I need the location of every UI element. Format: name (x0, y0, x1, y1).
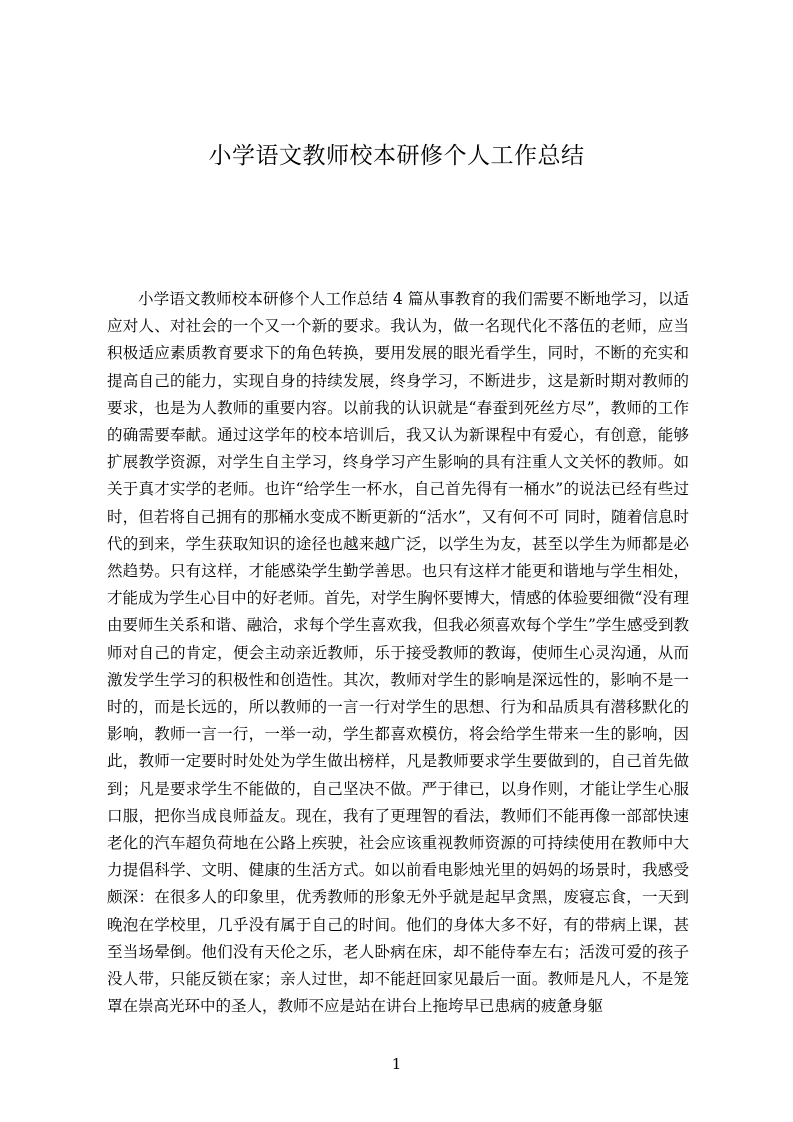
page-number: 1 (391, 1055, 402, 1073)
body-paragraph: 小学语文教师校本研修个人工作总结 4 篇从事教育的我们需要不断地学习，以适应对人、对社会的一个又一个新的要求。我认为，做一名现代化不落伍的老师，应当积极适应素质教育要求下的角色转换，要用发展的眼光看学生，同时，不断的充实和提高自己的能力，实现自身的持续发展，终身学习，不断进步，这是新时期对教师的要求，也是为人教师的重要内容。以前我的认识就是“春蚕到死丝方尽”，教师的工作的确需要奉献。通过这学年的校本培训后，我又认为新课程中有爱心，有创意，能够扩展教学资源，对学生自主学习，终身学习产生影响的具有注重人文关怀的教师。如关于真才实学的老师。也许“给学生一杯水，自己首先得有一桶水”的说法已经有些过时，但若将自己拥有的那桶水变成不断更新的“活水”，又有何不可 同时，随着信息时代的到来，学生获取知识的途径也越来越广泛，以学生为友，甚至以学生为师都是必然趋势。只有这样，才能感染学生勤学善思。也只有这样才能更和谐地与学生相处，才能成为学生心目中的好老师。首先，对学生胸怀要博大，情感的体验要细微“没有理由要师生关系和谐、融洽，求每个学生喜欢我，但我必须喜欢每个学生”学生感受到教师对自己的肯定，便会主动亲近教师，乐于接受教师的教诲，使师生心灵沟通，从而激发学生学习的积极性和创造性。其次，教师对学生的影响是深远性的，影响不是一时的，而是长远的，所以教师的一言一行对学生的思想、行为和品质具有潜移默化的影响，教师一言一行，一举一动，学生都喜欢模仿，将会给学生带来一生的影响，因此，教师一定要时时处处为学生做出榜样，凡是教师要求学生要做到的，自己首先做到；凡是要求学生不能做的，自己坚决不做。严于律已，以身作则，才能让学生心服口服，把你当成良师益友。现在，我有了更理智的看法，教师们不能再像一部部快速老化的汽车超负荷地在公路上疾驶，社会应该重视教师资源的可持续使用在教师中大力提倡科学、文明、健康的生活方式。如以前看电影烛光里的妈妈的场景时，我感受颇深：在很多人的印象里，优秀教师的形象无外乎就是起早贪黑，废寝忘食，一天到晚泡在学校里，几乎没有属于自己的时间。他们的身体大多不好，有的带病上课，甚至当场晕倒。他们没有天伦之乐，老人卧病在床，却不能侍奉左右；活泼可爱的孩子没人带，只能反锁在家；亲人过世，却不能赶回家见最后一面。教师是凡人，不是笼罩在崇高光环中的圣人，教师不应是站在讲台上拖垮早已患病的疲惫身躯 (107, 290, 689, 1016)
page-title: 小学语文教师校本研修个人工作总结 (208, 143, 585, 169)
